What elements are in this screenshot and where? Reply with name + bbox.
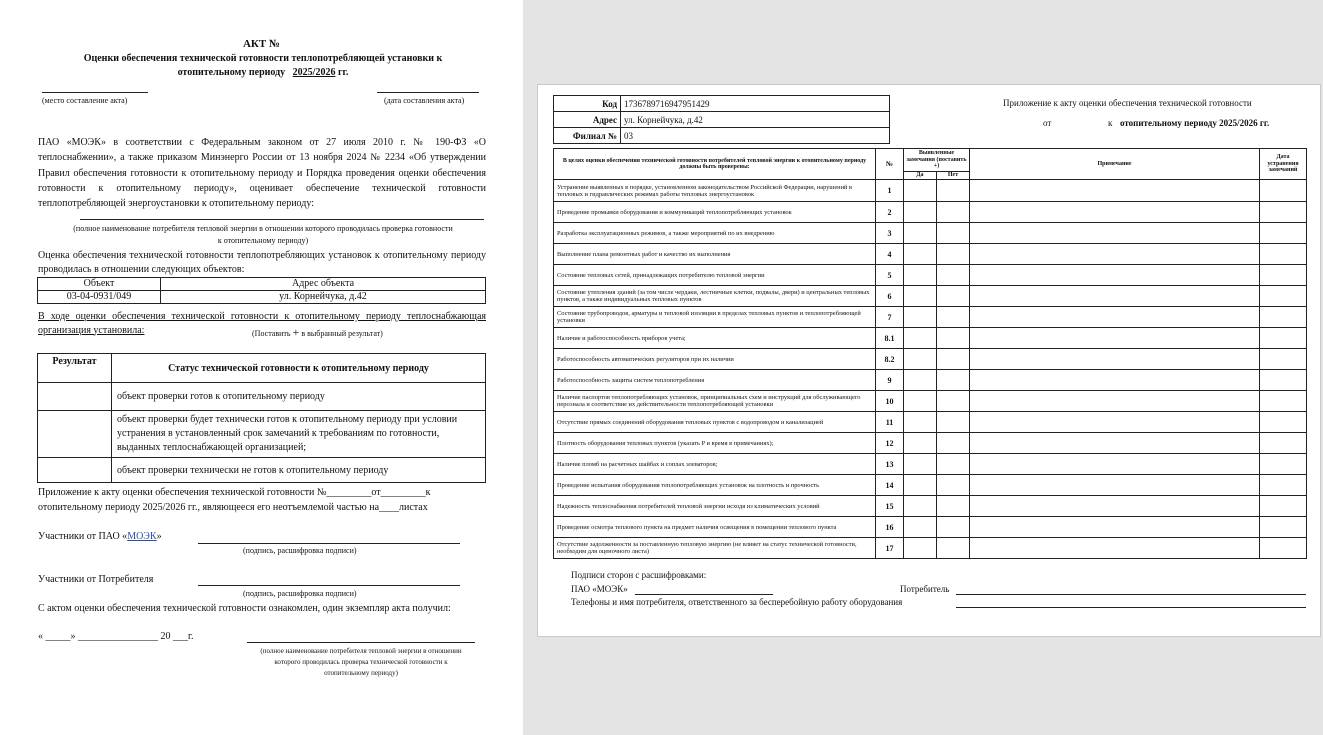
remark-yes-cell[interactable] [904, 286, 937, 307]
appendix-from: от [1043, 118, 1052, 128]
intro-paragraph: ПАО «МОЭК» в соответствии с Федеральным законом от 27 июля 2010 г. № 190-ФЗ «О теплоснабжении», а также приказом Минэнерго России от 13 ноября 2024 № 2234 «Об утверждении Правил обеспечения готовности к отопительному периоду и Порядка проведения оценки обеспечения готовности к отопительному периоду», оценивает обеспечение технической готовности теплопотребляющей энергоустановки к отопительному периоду: [38, 137, 486, 210]
checklist-table [553, 148, 1307, 559]
note-cell[interactable] [970, 307, 1260, 328]
fix-date-cell[interactable] [1260, 349, 1307, 370]
fix-date-cell[interactable] [1260, 517, 1307, 538]
header-date: Дата устранения замечаний [1260, 149, 1307, 180]
phones-line[interactable] [956, 607, 1306, 608]
fix-date-cell[interactable] [1260, 538, 1307, 559]
act-subtitle-line2: отопительному периоду 2025/2026 гг. [177, 67, 349, 78]
header-remarks: Выявленные замечания (поставить +) [904, 149, 970, 172]
fix-date-cell[interactable] [1260, 180, 1307, 202]
status-not-ready-text: объект проверки технически не готов к отопительному периоду [112, 458, 486, 483]
check-criteria: Выполнение плана ремонтных работ и качество их выполнения [554, 244, 876, 265]
header-note: Примечание [970, 149, 1260, 180]
document-page-act [0, 0, 523, 735]
check-number: 9 [876, 370, 904, 391]
heating-period-year: 2025/2026 [292, 67, 336, 78]
check-number: 11 [876, 412, 904, 433]
date-line[interactable] [377, 92, 479, 93]
note-cell[interactable] [970, 349, 1260, 370]
address-label: Адрес [554, 112, 621, 128]
check-number: 15 [876, 496, 904, 517]
fix-date-cell[interactable] [1260, 496, 1307, 517]
result-intro-hint: (Поставить + в выбранный результат) [252, 325, 383, 339]
check-criteria: Отсутствие прямых соединений оборудования тепловых пунктов с водопроводом и канализацией [554, 412, 876, 433]
header-number: № [876, 149, 904, 180]
code-label: Код [554, 96, 621, 112]
consumer-signature-note: (подпись, расшифровка подписи) [243, 589, 357, 598]
checklist-body [554, 180, 1307, 559]
check-number: 10 [876, 391, 904, 412]
check-criteria: Устранение выявленных в порядке, установленном законодательством Российской Федерации, нарушений в тепловых и гидравлических режимах работы тепловых энергоустановок [554, 180, 876, 202]
table-row [554, 202, 1307, 223]
appendix-line-1: Приложение к акту оценки обеспечения технической готовности №_________от_________к [38, 487, 431, 498]
address-value: ул. Корнейчука, д.42 [621, 112, 890, 128]
note-cell[interactable] [970, 454, 1260, 475]
remark-no-cell[interactable] [937, 202, 970, 223]
appendix-line-2: отопительному периоду 2025/2026 гг., являющееся его неотъемлемой частью на____листах [38, 502, 428, 513]
objects-intro: Оценка обеспечения технической готовности теплопотребляющих установок к отопительному периоду проводилась в отношении следующих объектов: [38, 250, 486, 275]
check-number: 4 [876, 244, 904, 265]
table-row [554, 349, 1307, 370]
note-cell[interactable] [970, 370, 1260, 391]
header-yes: Да [904, 172, 937, 180]
acquainted-text: С актом оценки обеспечения технической готовности ознакомлен, один экземпляр акта получил: [38, 603, 451, 614]
check-criteria: Надежность теплоснабжения потребителей тепловой энергии исходя из климатических условий [554, 496, 876, 517]
act-title: АКТ № [242, 38, 281, 50]
check-criteria: Работоспособность автоматических регуляторов при их наличии [554, 349, 876, 370]
note-cell[interactable] [970, 223, 1260, 244]
table-row [554, 538, 1307, 559]
check-criteria: Отсутствие задолженности за поставленную тепловую энергию (не влияет на статус технической готовности, необходим для оценочного листа) [554, 538, 876, 559]
note-cell[interactable] [970, 265, 1260, 286]
header-criteria: В целях оценки обеспечения технической готовности потребителей тепловой энергии к отопительному периоду должны быть проверены: [554, 149, 876, 180]
checklist-header [554, 149, 1307, 172]
bottom-note: (полное наименование потребителя тепловой энергии в отношении которого проводилась проверка технической готовности к отопительному периоду) [260, 647, 462, 677]
remark-yes-cell[interactable] [904, 538, 937, 559]
place-label: (место составление акта) [42, 96, 128, 105]
remark-yes-cell[interactable] [904, 370, 937, 391]
remark-no-cell[interactable] [937, 391, 970, 412]
participants-moek-label: Участники от ПАО «МОЭК» [38, 531, 162, 542]
remark-no-cell[interactable] [937, 349, 970, 370]
date-label: (дата составления акта) [384, 96, 465, 105]
check-number: 13 [876, 454, 904, 475]
header-no: Нет [937, 172, 970, 180]
fix-date-cell[interactable] [1260, 328, 1307, 349]
note-cell[interactable] [970, 496, 1260, 517]
table-row [38, 458, 486, 483]
remark-yes-cell[interactable] [904, 180, 937, 202]
remark-yes-cell[interactable] [904, 202, 937, 223]
remark-no-cell[interactable] [937, 328, 970, 349]
phones-label: Телефоны и имя потребителя, ответственного за бесперебойную работу оборудования [571, 597, 903, 607]
note-cell[interactable] [970, 433, 1260, 454]
check-number: 7 [876, 307, 904, 328]
remark-yes-cell[interactable] [904, 244, 937, 265]
check-number: 12 [876, 433, 904, 454]
fix-date-cell[interactable] [1260, 244, 1307, 265]
fix-date-cell[interactable] [1260, 391, 1307, 412]
status-table [37, 353, 486, 483]
object-code: 03-04-0931/049 [38, 291, 161, 304]
note-cell[interactable] [970, 475, 1260, 496]
check-criteria: Состояние трубопроводов, арматуры и тепловой изоляции в пределах тепловых пунктов и теплопотребляющей установки [554, 307, 876, 328]
object-address: ул. Корнейчука, д.42 [161, 291, 486, 304]
check-number: 6 [876, 286, 904, 307]
status-ready-text: объект проверки готов к отопительному периоду [112, 383, 486, 411]
act-subtitle-line1: Оценки обеспечения технической готовности теплопотребляющей установки к [83, 53, 443, 64]
remark-yes-cell[interactable] [904, 496, 937, 517]
signature-moek-label: ПАО «МОЭК» [571, 584, 628, 594]
remark-yes-cell[interactable] [904, 517, 937, 538]
table-row [554, 265, 1307, 286]
remark-yes-cell[interactable] [904, 412, 937, 433]
check-criteria: Проведение испытания оборудования теплопотребляющих установок на плотность и прочность [554, 475, 876, 496]
remark-yes-cell[interactable] [904, 391, 937, 412]
table-row [554, 433, 1307, 454]
status-header-status: Статус технической готовности к отопительному периоду [112, 354, 486, 383]
fix-date-cell[interactable] [1260, 223, 1307, 244]
document-page-appendix [537, 84, 1321, 637]
table-row [554, 328, 1307, 349]
check-number: 3 [876, 223, 904, 244]
table-row [554, 412, 1307, 433]
check-number: 1 [876, 180, 904, 202]
table-row [38, 383, 486, 411]
table-row [554, 517, 1307, 538]
check-criteria: Состояние тепловых сетей, принадлежащих потребителю тепловой энергии [554, 265, 876, 286]
participants-consumer-label: Участники от Потребителя [38, 574, 154, 585]
remark-no-cell[interactable] [937, 307, 970, 328]
check-criteria: Наличие и работоспособность приборов учета; [554, 328, 876, 349]
table-row [38, 291, 486, 304]
note-cell[interactable] [970, 328, 1260, 349]
remark-no-cell[interactable] [937, 475, 970, 496]
signature-consumer-label: Потребитель [900, 584, 950, 594]
fix-date-cell[interactable] [1260, 433, 1307, 454]
fix-date-cell[interactable] [1260, 307, 1307, 328]
branch-value: 03 [621, 128, 890, 144]
table-row [554, 391, 1307, 412]
table-row [554, 223, 1307, 244]
fix-date-cell[interactable] [1260, 286, 1307, 307]
remark-no-cell[interactable] [937, 496, 970, 517]
branch-label: Филиал № [554, 128, 621, 144]
fix-date-cell[interactable] [1260, 475, 1307, 496]
table-row [554, 496, 1307, 517]
table-row [554, 307, 1307, 328]
remark-yes-cell[interactable] [904, 433, 937, 454]
note-cell[interactable] [970, 391, 1260, 412]
appendix-period: отопительному периоду 2025/2026 гг. [1120, 118, 1270, 128]
check-number: 8.1 [876, 328, 904, 349]
remark-no-cell[interactable] [937, 370, 970, 391]
check-criteria: Проведение осмотра теплового пункта на предмет наличия освещения в помещении теплового пункта [554, 517, 876, 538]
check-criteria: Состояние утепления зданий (за том числе чердаки, лестничные клетки, подвалы, двери) и центральных тепловых пунктов, а также индивидуальных тепловых пунктов [554, 286, 876, 307]
note-cell[interactable] [970, 412, 1260, 433]
result-intro: В ходе оценки обеспечения технической готовности к отопительному периоду теплоснабжающая организация установила: [38, 311, 486, 336]
table-row [38, 411, 486, 458]
place-line[interactable] [42, 92, 148, 93]
remark-yes-cell[interactable] [904, 349, 937, 370]
objects-header-object: Объект [38, 278, 161, 291]
signature-consumer-line[interactable] [956, 594, 1306, 595]
table-row [554, 475, 1307, 496]
consumer-name-line[interactable] [80, 219, 484, 220]
objects-table-header [38, 278, 486, 291]
fix-date-cell[interactable] [1260, 454, 1307, 475]
remark-no-cell[interactable] [937, 265, 970, 286]
objects-header-address: Адрес объекта [161, 278, 486, 291]
check-criteria: Плотность оборудования тепловых пунктов (указать P и время в примечаниях); [554, 433, 876, 454]
check-number: 5 [876, 265, 904, 286]
remark-no-cell[interactable] [937, 180, 970, 202]
remark-yes-cell[interactable] [904, 307, 937, 328]
fix-date-cell[interactable] [1260, 202, 1307, 223]
check-criteria: Разработка эксплуатационных режимов, а также мероприятий по их внедрению [554, 223, 876, 244]
note-cell[interactable] [970, 286, 1260, 307]
remark-yes-cell[interactable] [904, 454, 937, 475]
table-row [554, 180, 1307, 202]
note-cell[interactable] [970, 202, 1260, 223]
objects-table [37, 277, 486, 304]
object-header-table [553, 95, 890, 144]
remark-no-cell[interactable] [937, 433, 970, 454]
remark-yes-cell[interactable] [904, 265, 937, 286]
consumer-full-name-line[interactable] [247, 642, 475, 643]
remark-no-cell[interactable] [937, 286, 970, 307]
note-cell[interactable] [970, 538, 1260, 559]
fix-date-cell[interactable] [1260, 265, 1307, 286]
appendix-to: к [1108, 118, 1113, 128]
table-row [554, 128, 890, 144]
acquainted-date: « _____» ________________ 20 ___г. [38, 631, 194, 642]
code-value: 17367897169479514​29 [621, 96, 890, 112]
table-row [554, 286, 1307, 307]
remark-no-cell[interactable] [937, 244, 970, 265]
table-row [554, 454, 1307, 475]
status-table-header [38, 354, 486, 383]
table-row [554, 96, 890, 112]
check-number: 17 [876, 538, 904, 559]
remark-no-cell[interactable] [937, 412, 970, 433]
remark-yes-cell[interactable] [904, 223, 937, 244]
remark-no-cell[interactable] [937, 223, 970, 244]
signature-moek-line[interactable] [635, 594, 773, 595]
fix-date-cell[interactable] [1260, 412, 1307, 433]
check-criteria: Работоспособность защиты систем теплопотребления [554, 370, 876, 391]
check-criteria: Проведение промывки оборудования и коммуникаций теплопотребляющих установок [554, 202, 876, 223]
moek-signature-note: (подпись, расшифровка подписи) [243, 546, 357, 555]
note-cell[interactable] [970, 517, 1260, 538]
signatures-title: Подписи сторон с расшифровками: [571, 570, 707, 580]
consumer-signature-line[interactable] [198, 585, 460, 586]
check-number: 2 [876, 202, 904, 223]
check-criteria: Наличие паспортов теплопотребляющих установок, принципиальных схем и инструкций для обслуживающего персонала и соответствие их действительности теплопотребляющей установки [554, 391, 876, 412]
status-header-result: Результат [38, 354, 112, 383]
moek-signature-line[interactable] [198, 543, 460, 544]
appendix-title: Приложение к акту оценки обеспечения технической готовности [1003, 98, 1252, 108]
remark-no-cell[interactable] [937, 454, 970, 475]
status-checkbox-ready[interactable] [38, 383, 112, 411]
check-number: 14 [876, 475, 904, 496]
status-conditional-text: объект проверки будет технически готов к отопительному периоду при условии устранения в установленный срок замечаний к требованиям по готовности, выданных теплоснабжающей организацией; [112, 411, 486, 458]
status-checkbox-conditional[interactable] [38, 411, 112, 458]
fix-date-cell[interactable] [1260, 370, 1307, 391]
check-criteria: Наличие пломб на расчетных шайбах и соплах элеваторов; [554, 454, 876, 475]
remark-yes-cell[interactable] [904, 328, 937, 349]
table-row [554, 112, 890, 128]
table-row [554, 244, 1307, 265]
table-row [554, 370, 1307, 391]
consumer-note: (полное наименование потребителя тепловой энергии в отношении которого проводилась проверка готовности к отопительному периоду) [73, 224, 453, 245]
check-number: 16 [876, 517, 904, 538]
check-number: 8.2 [876, 349, 904, 370]
remark-no-cell[interactable] [937, 538, 970, 559]
note-cell[interactable] [970, 244, 1260, 265]
note-cell[interactable] [970, 180, 1260, 202]
remark-yes-cell[interactable] [904, 475, 937, 496]
remark-no-cell[interactable] [937, 517, 970, 538]
status-checkbox-not-ready[interactable] [38, 458, 112, 483]
